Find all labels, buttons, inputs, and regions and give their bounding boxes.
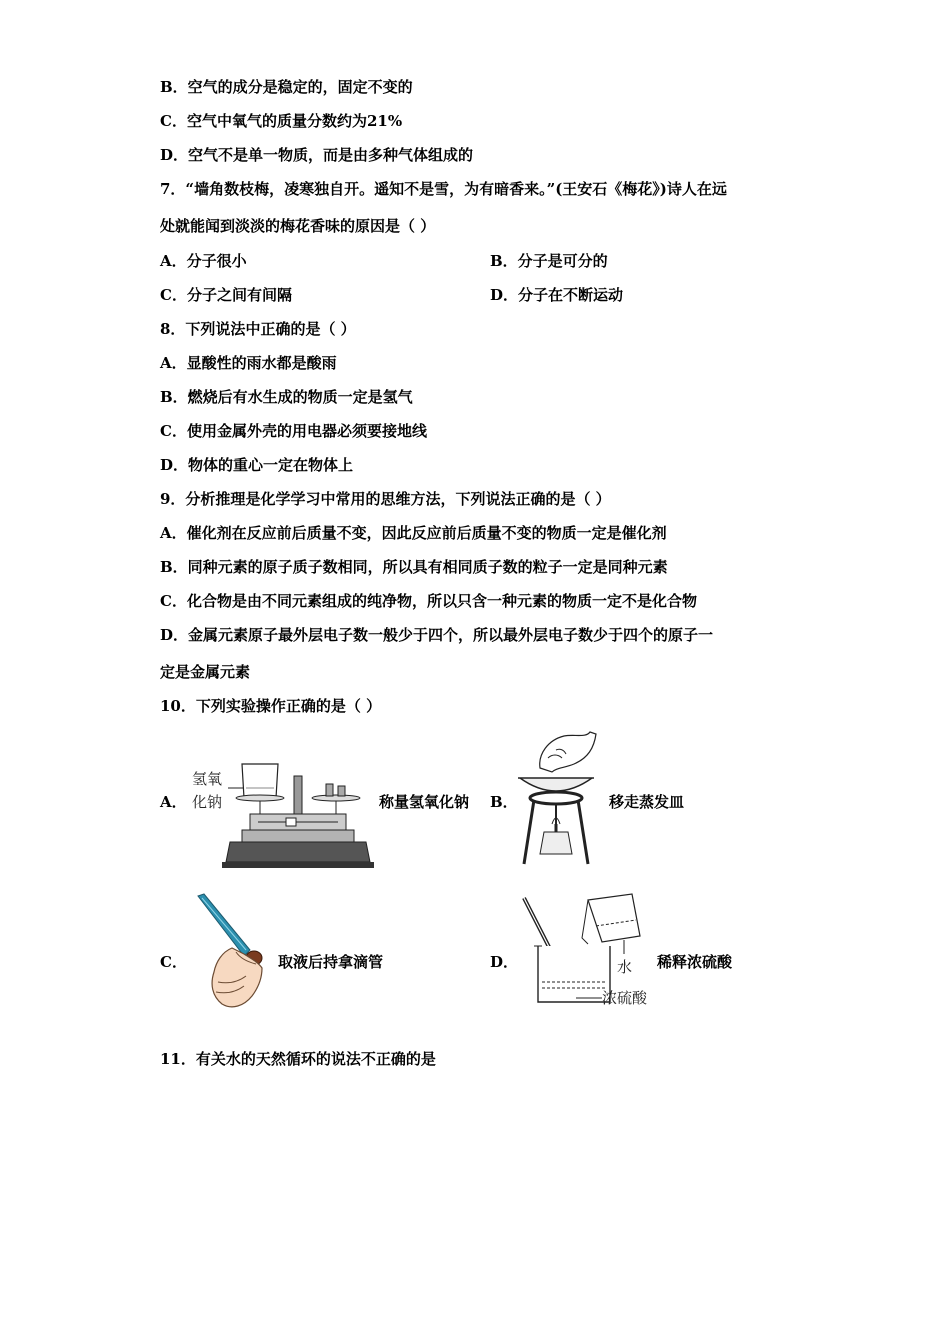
q8-option-a: A．显酸性的雨水都是酸雨: [160, 354, 337, 372]
q8-option-d: D．物体的重心一定在物体上: [160, 456, 354, 474]
q6-option-b: B．空气的成分是稳定的，固定不变的: [160, 78, 413, 96]
q6-option-d: D．空气不是单一物质，而是由多种气体组成的: [160, 146, 474, 164]
q10-option-c-letter: C．: [160, 953, 187, 971]
q7-option-b: B．分子是可分的: [490, 252, 608, 270]
q7-stem-line-2: 处就能闻到淡淡的梅花香味的原因是（ ）: [160, 217, 436, 235]
q8-option-c: C．使用金属外壳的用电器必须要接地线: [160, 422, 427, 440]
dilution-figure: [516, 892, 658, 1010]
q10-option-d-letter: D．: [490, 953, 519, 971]
q7-stem-line-1: 7．“墙角数枝梅，凌寒独自开。遥知不是雪，为有暗香来。”(王安石《梅花》)诗人在远: [160, 180, 727, 198]
q10-stem: 10．下列实验操作正确的是（ ）: [160, 697, 382, 715]
q7-option-a: A．分子很小: [160, 252, 247, 270]
q9-option-b: B．同种元素的原子质子数相同，所以具有相同质子数的粒子一定是同种元素: [160, 558, 668, 576]
q7-option-d: D．分子在不断运动: [490, 286, 624, 304]
q10-option-b-caption: 移走蒸发皿: [609, 793, 685, 811]
q8-option-b: B．燃烧后有水生成的物质一定是氢气: [160, 388, 413, 406]
q6-option-c: C．空气中氧气的质量分数约为21%: [160, 112, 403, 130]
q10-option-a-letter: A．: [160, 793, 187, 811]
q11-stem: 11．有关水的天然循环的说法不正确的是: [160, 1050, 436, 1068]
evaporating-dish-figure: [512, 728, 602, 868]
balance-label-line-1: 氢氧: [192, 770, 223, 788]
balance-figure: [186, 758, 376, 870]
q9-option-c: C．化合物是由不同元素组成的纯净物，所以只含一种元素的物质一定不是化合物: [160, 592, 697, 610]
dilution-label-water: 水: [617, 958, 633, 976]
balance-label-line-2: 化钠: [192, 793, 223, 811]
q9-stem: 9．分析推理是化学学习中常用的思维方法，下列说法正确的是（ ）: [160, 490, 611, 508]
q10-option-d-caption: 稀释浓硫酸: [657, 953, 733, 971]
q9-option-a: A．催化剂在反应前后质量不变，因此反应前后质量不变的物质一定是催化剂: [160, 524, 667, 542]
q9-option-d-line-1: D．金属元素原子最外层电子数一般少于四个，所以最外层电子数少于四个的原子一: [160, 626, 714, 644]
q9-option-d-line-2: 定是金属元素: [160, 663, 251, 681]
q10-option-b-letter: B．: [490, 793, 518, 811]
dropper-figure: [192, 892, 272, 1012]
q8-stem: 8．下列说法中正确的是（ ）: [160, 320, 356, 338]
q10-option-a-caption: 称量氢氧化钠: [379, 793, 470, 811]
q7-option-c: C．分子之间有间隔: [160, 286, 292, 304]
dilution-label-acid: 浓硫酸: [602, 989, 648, 1007]
q10-option-c-caption: 取液后持拿滴管: [278, 953, 384, 971]
